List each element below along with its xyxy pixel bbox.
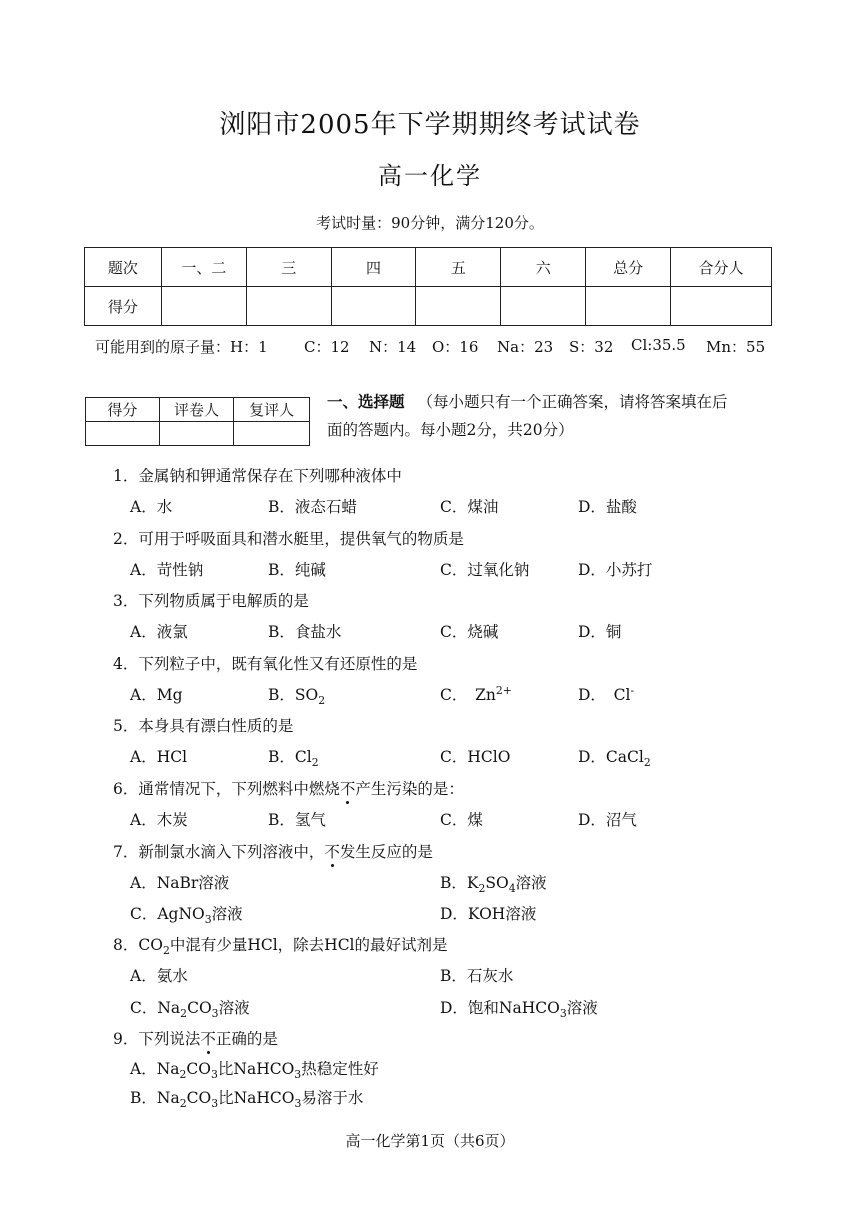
option-a: A．Mg bbox=[130, 686, 183, 704]
subscript: 3 bbox=[211, 1097, 219, 1111]
subscript: 2 bbox=[180, 1007, 188, 1021]
formula-part: 溶液 bbox=[566, 999, 598, 1017]
option-c: C．HClO bbox=[440, 748, 511, 766]
option-d: D．沼气 bbox=[578, 811, 637, 829]
question-stem: 5．本身具有漂白性质的是 bbox=[113, 717, 294, 735]
score-entry-cell[interactable] bbox=[331, 287, 416, 326]
formula-part: 溶液 bbox=[218, 999, 250, 1017]
formula-part: CO bbox=[187, 999, 212, 1017]
score-entry-cell[interactable] bbox=[586, 287, 671, 326]
question-stem bbox=[113, 840, 433, 862]
atomic-mass-item: S：32 bbox=[569, 338, 614, 356]
option-c-text: C．AgNO bbox=[130, 905, 205, 923]
grader-table bbox=[85, 397, 310, 446]
question-stem: 1．金属钠和钾通常保存在下列哪种液体中 bbox=[113, 467, 402, 485]
score-entry-cell[interactable] bbox=[501, 287, 586, 326]
formula-part: 热稳定性好 bbox=[301, 1060, 379, 1078]
option-d: D．小苏打 bbox=[578, 561, 653, 579]
option-b: B．氢气 bbox=[268, 811, 326, 829]
option-b: B．液态石蜡 bbox=[268, 498, 357, 516]
option-d: D．铜 bbox=[578, 623, 622, 641]
score-entry-cell[interactable] bbox=[246, 287, 331, 326]
page-footer: 高一化学第1页（共6页） bbox=[345, 1132, 515, 1150]
question-stem bbox=[113, 933, 448, 957]
option-c: C．烧碱 bbox=[440, 623, 499, 641]
option-d-text: D． Cl bbox=[578, 686, 631, 704]
score-header-cell: 总分 bbox=[586, 248, 671, 287]
subscript: 2 bbox=[311, 756, 319, 770]
grader-header-cell: 评卷人 bbox=[159, 398, 234, 422]
formula-part: 溶液 bbox=[515, 874, 547, 892]
atomic-mass-item: 可能用到的原子量：H：1 bbox=[95, 338, 268, 356]
option-c-text: C．Na bbox=[130, 999, 181, 1017]
grader-entry-cell[interactable] bbox=[234, 422, 310, 446]
question-stem bbox=[113, 777, 464, 799]
option-a: A．苛性钠 bbox=[130, 561, 204, 579]
subscript: 2 bbox=[318, 694, 326, 708]
charge: - bbox=[630, 683, 635, 697]
option-b: B．石灰水 bbox=[440, 967, 514, 985]
emphasis-dot-char: 不 bbox=[339, 780, 356, 798]
formula-part: CO bbox=[186, 1089, 212, 1107]
section-note: （每小题只有一个正确答案，请将答案填在后 bbox=[417, 393, 728, 411]
score-entry-cell[interactable] bbox=[161, 287, 246, 326]
stem-part: 中混有少量HCl，除去HCl的最好试剂是 bbox=[169, 936, 448, 954]
formula-part: CO bbox=[186, 1060, 211, 1078]
score-header-cell: 四 bbox=[331, 248, 416, 287]
atomic-masses bbox=[95, 336, 268, 357]
stem-part: 7．新制氯水滴入下列溶液中， bbox=[113, 843, 325, 861]
stem-part: 6．通常情况下，下列燃料中燃烧 bbox=[113, 780, 340, 798]
option-b bbox=[130, 1086, 363, 1110]
option-d bbox=[578, 683, 634, 705]
score-header-cell: 一、二 bbox=[161, 248, 246, 287]
option-d: D．KOH溶液 bbox=[440, 905, 537, 923]
stem-part: 9．下列说法 bbox=[113, 1030, 201, 1048]
option-a: A．HCl bbox=[130, 748, 188, 766]
subscript: 3 bbox=[204, 913, 212, 927]
option-c-text: C． Zn bbox=[440, 686, 496, 704]
option-a: A．NaBr溶液 bbox=[130, 874, 230, 892]
stem-part: 正确的是 bbox=[215, 1030, 278, 1048]
option-d-text: D．饱和NaHCO bbox=[440, 999, 560, 1017]
atomic-mass-item: Na：23 bbox=[497, 338, 554, 356]
question-stem: 3．下列物质属于电解质的是 bbox=[113, 592, 309, 610]
formula-part: 比NaHCO bbox=[218, 1089, 295, 1107]
option-a-text: A．Na bbox=[130, 1060, 180, 1078]
charge: 2+ bbox=[495, 683, 512, 697]
atomic-mass-item: Mn：55 bbox=[706, 338, 766, 356]
question-stem bbox=[113, 1027, 278, 1049]
section-note-line2: 面的答题内。每小题2分，共20分） bbox=[327, 421, 574, 439]
option-c: C．过氧化钠 bbox=[440, 561, 530, 579]
atomic-mass-item: C：12 bbox=[304, 338, 350, 356]
subscript: 3 bbox=[559, 1007, 567, 1021]
emphasis-dot-char: 不 bbox=[324, 843, 340, 861]
option-b bbox=[268, 683, 325, 707]
option-c: C．煤油 bbox=[440, 498, 499, 516]
atomic-mass-item: Cl:35.5 bbox=[631, 336, 686, 354]
option-d: D．盐酸 bbox=[578, 498, 637, 516]
option-d bbox=[578, 745, 651, 769]
section-title: 一、选择题 bbox=[327, 392, 405, 411]
stem-part: 发生反应的是 bbox=[339, 843, 433, 861]
score-header-cell: 五 bbox=[416, 248, 501, 287]
score-header-cell: 合分人 bbox=[671, 248, 772, 287]
option-c bbox=[440, 683, 512, 705]
subscript: 2 bbox=[478, 882, 486, 896]
grader-entry-cell[interactable] bbox=[159, 422, 234, 446]
subscript: 3 bbox=[211, 1007, 219, 1021]
option-c bbox=[130, 996, 250, 1020]
subscript: 3 bbox=[294, 1097, 302, 1111]
exam-title: 浏阳市2005年下学期期终考试试卷 bbox=[219, 110, 641, 140]
option-b bbox=[268, 745, 319, 769]
subscript: 2 bbox=[162, 944, 170, 958]
subscript: 2 bbox=[179, 1097, 187, 1111]
stem-part: 产生污染的是： bbox=[355, 780, 464, 798]
score-entry-cell[interactable] bbox=[671, 287, 772, 326]
option-a: A．木炭 bbox=[130, 811, 188, 829]
subject-title: 高一化学 bbox=[378, 162, 482, 190]
score-header-cell: 题次 bbox=[85, 248, 162, 287]
atomic-mass-item: N：14 bbox=[369, 338, 417, 356]
grader-header-cell: 得分 bbox=[86, 398, 160, 422]
option-c: C．煤 bbox=[440, 811, 483, 829]
question-stem: 4．下列粒子中，既有氧化性又有还原性的是 bbox=[113, 655, 418, 673]
grader-header-cell: 复评人 bbox=[234, 398, 310, 422]
option-a: A．氨水 bbox=[130, 967, 188, 985]
option-b-text: B．Na bbox=[130, 1089, 180, 1107]
score-row-label: 得分 bbox=[85, 287, 162, 326]
grader-entry-cell[interactable] bbox=[86, 422, 160, 446]
score-header-cell: 六 bbox=[501, 248, 586, 287]
option-a: A．水 bbox=[130, 498, 173, 516]
option-d bbox=[440, 996, 598, 1020]
option-a bbox=[130, 1057, 379, 1081]
section-heading bbox=[327, 390, 727, 412]
score-table bbox=[84, 247, 772, 326]
score-entry-cell[interactable] bbox=[416, 287, 501, 326]
question-stem: 2．可用于呼吸面具和潜水艇里，提供氧气的物质是 bbox=[113, 530, 464, 548]
subscript: 3 bbox=[210, 1068, 218, 1082]
option-b-text: B．SO bbox=[268, 686, 319, 704]
formula-part: SO bbox=[485, 874, 509, 892]
stem-part: 8．CO bbox=[113, 936, 163, 954]
score-header-cell: 三 bbox=[246, 248, 331, 287]
option-b-text: B．K bbox=[440, 874, 479, 892]
option-b bbox=[440, 871, 547, 895]
option-b: B．食盐水 bbox=[268, 623, 342, 641]
option-c bbox=[130, 902, 243, 926]
option-b-text: B．Cl bbox=[268, 748, 312, 766]
option-a: A．液氯 bbox=[130, 623, 188, 641]
atomic-mass-item: O：16 bbox=[432, 338, 479, 356]
subscript: 2 bbox=[179, 1068, 187, 1082]
emphasis-dot-char: 不 bbox=[200, 1030, 216, 1048]
option-d-text: D．CaCl bbox=[578, 748, 644, 766]
exam-info: 考试时量：90分钟，满分120分。 bbox=[316, 214, 544, 232]
subscript: 4 bbox=[508, 882, 516, 896]
formula-part: 溶液 bbox=[211, 905, 243, 923]
option-b: B．纯碱 bbox=[268, 561, 326, 579]
subscript: 2 bbox=[643, 756, 651, 770]
formula-part: 易溶于水 bbox=[301, 1089, 364, 1107]
subscript: 3 bbox=[294, 1068, 302, 1082]
formula-part: 比NaHCO bbox=[217, 1060, 295, 1078]
